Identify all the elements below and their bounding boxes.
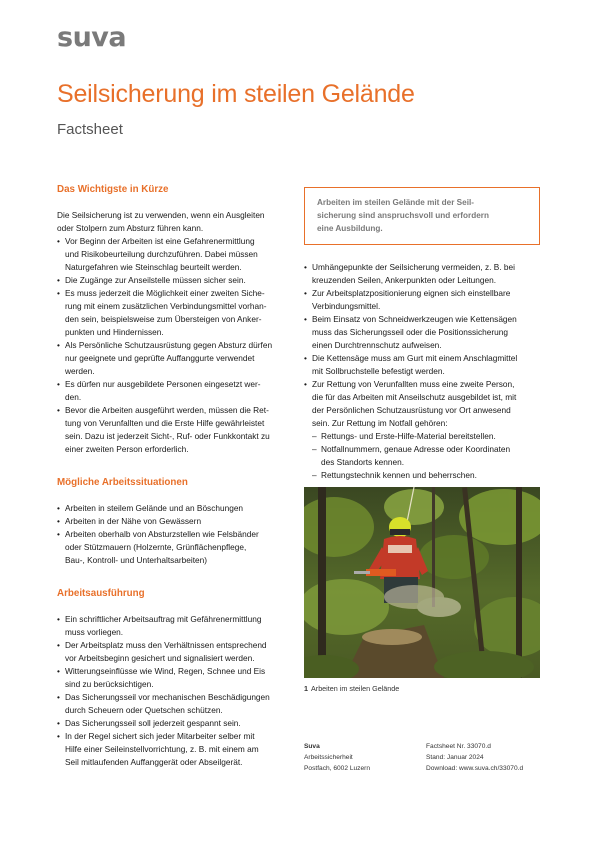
text-line: einen Durchtrennschutz aufweisen.: [312, 340, 442, 350]
text-line: eine Ausbildung.: [317, 224, 383, 233]
factsheet-date: Stand: Januar 2024: [426, 754, 484, 761]
list-item: [57, 665, 287, 691]
list-item: [304, 313, 544, 352]
text-line: In der Regel sichert sich jeder Mitarbeiter selber mit: [65, 731, 255, 741]
text-line: Bevor die Arbeiten ausgeführt werden, müssen die Ret-: [65, 405, 269, 415]
text-line: sind zu berücksichtigen.: [65, 679, 154, 689]
suva-logo: suva: [57, 22, 127, 53]
text-line: Zur Arbeitsplatzpositionierung eignen sich einstellbare: [312, 288, 511, 298]
text-line: sicherung sind anspruchsvoll und erfordern: [317, 211, 489, 220]
list-item: [57, 404, 287, 456]
text-line: vor Arbeitsbeginn gesichert und signalisiert werden.: [65, 653, 255, 663]
chainsaw: [366, 569, 396, 576]
text-line: mit Sollbruchstelle befestigt werden.: [312, 366, 445, 376]
figure-caption: [304, 684, 399, 693]
left-column: [57, 183, 287, 769]
text-line: punkten und Hindernissen.: [65, 327, 164, 337]
list-item: [304, 261, 544, 287]
list-item: [57, 528, 287, 567]
text-line: Rettungstechnik kennen und beherrschen.: [321, 470, 477, 480]
list-item: [304, 352, 544, 378]
right-column: [304, 261, 544, 482]
text-line: Bau-, Kontroll- und Unterhaltsarbeiten): [65, 555, 208, 565]
text-line: Seil mitlaufenden Auffanggerät oder Abseilgerät.: [65, 757, 243, 767]
footer-meta: [426, 741, 546, 774]
footer-line: Arbeitssicherheit: [304, 754, 353, 761]
text-line: Umhängepunkte der Seilsicherung vermeiden, z. B. bei: [312, 262, 515, 272]
text-line: durch Scheuern oder Quetschen schützen.: [65, 705, 223, 715]
forest-worker-photo: [304, 487, 540, 678]
text-line: Arbeiten in steilem Gelände und an Böschungen: [65, 503, 244, 513]
text-line: Verbindungsmittel.: [312, 301, 381, 311]
list-item: [57, 691, 287, 717]
list-item: [57, 717, 287, 730]
list-item: [57, 730, 287, 769]
list-item: [57, 274, 287, 287]
text-line: Rettungs- und Erste-Hilfe-Material bereitstellen.: [321, 431, 496, 441]
text-line: einer zweiten Person erforderlich.: [65, 444, 189, 454]
section-heading-key-points: Das Wichtigste in Kürze: [57, 184, 169, 195]
text-line: der Persönlichen Schutzausrüstung vor Ort anwesend: [312, 405, 511, 415]
text-line: Die Seilsicherung ist zu verwenden, wenn ein Ausgleiten: [57, 210, 265, 220]
list-item-rescue: [304, 378, 544, 482]
list-item: [312, 430, 544, 443]
list-item: [57, 613, 287, 639]
list-item: [57, 639, 287, 665]
text-line: Zur Rettung von Verunfallten muss eine zweite Person,: [312, 379, 515, 389]
list-item: [57, 502, 287, 515]
text-line: oder Stolpern zum Absturz führen kann.: [57, 223, 204, 233]
text-line: Die Zugänge zur Anseilstelle müssen sicher sein.: [65, 275, 246, 285]
list-item: [57, 378, 287, 404]
list-item: [312, 443, 544, 469]
rescue-dash-list: [312, 430, 544, 482]
download-link[interactable]: Download: www.suva.ch/33070.d: [426, 765, 524, 772]
text-line: Arbeiten oberhalb von Absturzstellen wie Felsbänder: [65, 529, 259, 539]
text-line: rung mit einem zusätzlichen Verbindungsmittel vorhan-: [65, 301, 267, 311]
text-line: des Standorts kennen.: [321, 457, 405, 467]
figure-caption-text: Arbeiten im steilen Gelände: [311, 684, 400, 693]
list-item: [57, 515, 287, 528]
list-item: [57, 235, 287, 274]
section-heading-work-situations: Mögliche Arbeitssituationen: [57, 477, 188, 488]
page-subtitle: Factsheet: [57, 121, 123, 138]
text-line: oder Stützmauern (Holzernte, Grünflächenpflege,: [65, 542, 247, 552]
page-title: Seilsicherung im steilen Gelände: [57, 80, 415, 108]
text-line: Die Kettensäge muss am Gurt mit einem Anschlagmittel: [312, 353, 518, 363]
text-line: Notfallnummern, genaue Adresse oder Koordinaten: [321, 444, 511, 454]
text-line: sein. Zur Rettung im Notfall gehören:: [312, 418, 448, 428]
text-line: sein. Dazu ist jederzeit Sicht-, Ruf- oder Funkkontakt zu: [65, 431, 270, 441]
right-bullet-list: [304, 261, 544, 482]
text-line: Witterungseinflüsse wie Wind, Regen, Schnee und Eis: [65, 666, 266, 676]
text-line: werden.: [65, 366, 95, 376]
text-line: den.: [65, 392, 82, 402]
footer-address: [304, 741, 414, 774]
list-item: [57, 339, 287, 378]
section-heading-execution: Arbeitsausführung: [57, 588, 145, 599]
work-situations-list: [57, 502, 287, 567]
key-points-list: [57, 235, 287, 456]
text-line: die für das Arbeiten mit Anseilschutz ausgebildet ist, mit: [312, 392, 517, 402]
text-line: Als Persönliche Schutzausrüstung gegen Absturz dürfen: [65, 340, 273, 350]
text-line: kreuzenden Seilen, Ankerpunkten oder Leitungen.: [312, 275, 497, 285]
factsheet-number: Factsheet Nr. 33070.d: [426, 743, 491, 750]
list-item: [312, 469, 544, 482]
figure-number: 1: [304, 684, 308, 693]
text-line: Das Sicherungsseil soll jederzeit gespannt sein.: [65, 718, 241, 728]
text-line: Das Sicherungsseil vor mechanischen Beschädigungen: [65, 692, 270, 702]
text-line: Naturgefahren wie Steinschlag beurteilt werden.: [65, 262, 242, 272]
text-line: Beim Einsatz von Schneidwerkzeugen wie Kettensägen: [312, 314, 517, 324]
footer-line: Postfach, 6002 Luzern: [304, 765, 370, 772]
list-item: [57, 287, 287, 339]
text-line: den sein, beispielsweise zum Übersteigen von Anker-: [65, 314, 262, 324]
text-line: Es muss jederzeit die Möglichkeit einer zweiten Siche-: [65, 288, 265, 298]
text-line: und Risikobeurteilung durchzuführen. Dabei müssen: [65, 249, 258, 259]
intro-paragraph: [57, 209, 287, 235]
photo-illustration: [304, 487, 540, 678]
text-line: Es dürfen nur ausgebildete Personen eingesetzt wer-: [65, 379, 261, 389]
text-line: nur geeignete und geprüfte Auffanggurte verwendet: [65, 353, 255, 363]
text-line: Arbeiten im steilen Gelände mit der Seil-: [317, 198, 474, 207]
text-line: tung von Verunfallten und die Erste Hilfe gewährleistet: [65, 418, 265, 428]
text-line: Ein schriftlicher Arbeitsauftrag mit Gefährenermittlung: [65, 614, 262, 624]
list-item: [304, 287, 544, 313]
text-line: Vor Beginn der Arbeiten ist eine Gefahrenermittlung: [65, 236, 255, 246]
text-line: Hilfe einer Seileinstellvorrichtung, z. B. mit einem am: [65, 744, 259, 754]
text-line: muss vorliegen.: [65, 627, 124, 637]
text-line: Arbeiten in der Nähe von Gewässern: [65, 516, 202, 526]
callout-box: [304, 187, 540, 245]
text-line: Der Arbeitsplatz muss den Verhältnissen entsprechend: [65, 640, 267, 650]
text-line: muss das Sicherungsseil oder die Positionssicherung: [312, 327, 509, 337]
execution-list: [57, 613, 287, 769]
footer-org: Suva: [304, 743, 320, 750]
